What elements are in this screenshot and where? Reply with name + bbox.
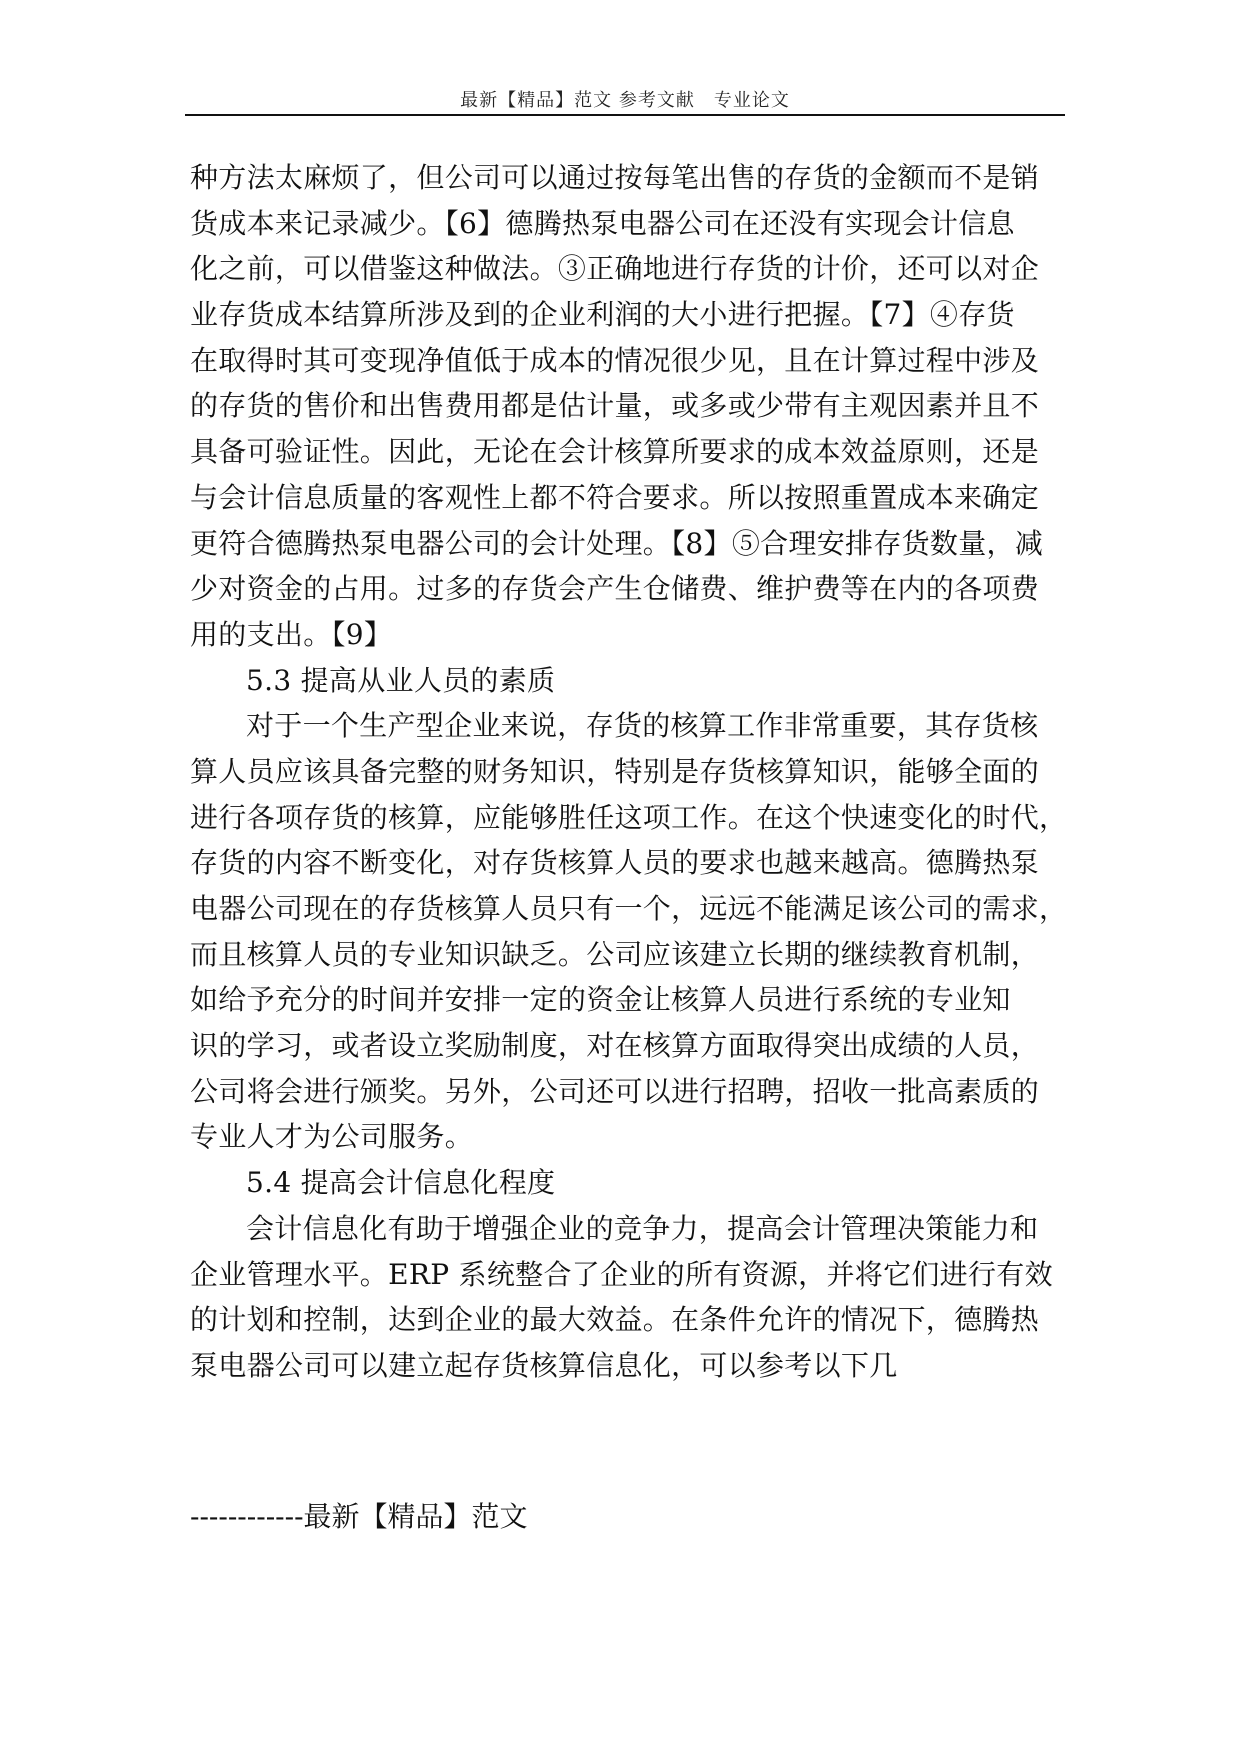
text-line: 会计信息化有助于增强企业的竞争力，提高会计管理决策能力和 <box>246 1211 1039 1245</box>
text-line: 进行各项存货的核算，应能够胜任这项工作。在这个快速变化的时代， <box>190 800 1068 834</box>
text-line: 与会计信息质量的客观性上都不符合要求。所以按照重置成本来确定 <box>190 480 1040 514</box>
text-line: 泵电器公司可以建立起存货核算信息化，可以参考以下几 <box>190 1348 898 1382</box>
section-heading-5-3: 5.3 提高从业人员的素质 <box>246 663 556 697</box>
text-line: 存货的内容不断变化，对存货核算人员的要求也越来越高。德腾热泵 <box>190 846 1040 880</box>
text-line: 算人员应该具备完整的财务知识，特别是存货核算知识，能够全面的 <box>190 754 1040 788</box>
text-line: 在取得时其可变现净值低于成本的情况很少见，且在计算过程中涉及 <box>190 343 1040 377</box>
text-line: 识的学习，或者设立奖励制度，对在核算方面取得突出成绩的人员， <box>190 1029 1040 1063</box>
text-line: 化之前，可以借鉴这种做法。③正确地进行存货的计价，还可以对企 <box>190 252 1040 286</box>
page-header: 最新【精品】范文 参考文献 专业论文 <box>460 90 790 111</box>
text-line: 专业人才为公司服务。 <box>190 1120 474 1154</box>
text-line: 而且核算人员的专业知识缺乏。公司应该建立长期的继续教育机制， <box>190 937 1040 971</box>
text-line: 更符合德腾热泵电器公司的会计处理。【8】⑤合理安排存货数量，减 <box>190 526 1044 560</box>
text-line: 种方法太麻烦了，但公司可以通过按每笔出售的存货的金额而不是销 <box>190 161 1040 194</box>
text-line: 企业管理水平。ERP 系统整合了企业的所有资源，并将它们进行有效 <box>190 1257 1053 1291</box>
header-rule <box>185 114 1065 116</box>
text-line: 对于一个生产型企业来说，存货的核算工作非常重要，其存货核 <box>246 709 1039 743</box>
text-line: 业存货成本结算所涉及到的企业利润的大小进行把握。【7】④存货 <box>190 298 1015 332</box>
section-heading-5-4: 5.4 提高会计信息化程度 <box>246 1166 556 1200</box>
text-line: 用的支出。【9】 <box>190 617 393 651</box>
text-line: 货成本来记录减少。【6】德腾热泵电器公司在还没有实现会计信息 <box>190 206 1015 240</box>
text-line: 具备可验证性。因此，无论在会计核算所要求的成本效益原则，还是 <box>190 435 1040 469</box>
text-line: 的计划和控制，达到企业的最大效益。在条件允许的情况下，德腾热 <box>190 1303 1040 1337</box>
text-line: 电器公司现在的存货核算人员只有一个，远远不能满足该公司的需求， <box>190 892 1068 925</box>
text-line: 如给予充分的时间并安排一定的资金让核算人员进行系统的专业知 <box>190 983 1011 1017</box>
document-body <box>190 155 1068 1389</box>
text-line: 少对资金的占用。过多的存货会产生仓储费、维护费等在内的各项费 <box>190 572 1040 606</box>
page-footer: ------------最新【精品】范文 <box>190 1500 528 1533</box>
text-line: 的存货的售价和出售费用都是估计量，或多或少带有主观因素并且不 <box>190 389 1040 423</box>
text-line: 公司将会进行颁奖。另外，公司还可以进行招聘，招收一批高素质的 <box>190 1074 1040 1108</box>
